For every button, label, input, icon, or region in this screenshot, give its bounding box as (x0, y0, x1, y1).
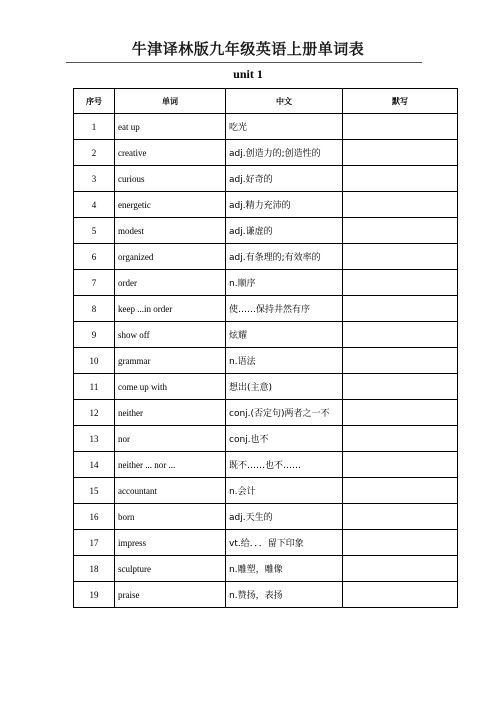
row-number: 11 (74, 374, 115, 400)
row-word: eat up (115, 114, 226, 140)
row-word: impress (115, 530, 226, 556)
row-meaning: n.会计 (226, 478, 343, 504)
row-dictation-blank (343, 374, 458, 400)
row-number: 17 (74, 530, 115, 556)
header-chinese: 中文 (226, 89, 343, 114)
row-number: 15 (74, 478, 115, 504)
row-word: energetic (115, 192, 226, 218)
header-word: 单词 (115, 89, 226, 114)
header-dictation: 默写 (343, 89, 458, 114)
row-meaning: 想出(主意) (226, 374, 343, 400)
table-row (74, 582, 458, 608)
row-number: 7 (74, 270, 115, 296)
row-word: curious (115, 166, 226, 192)
row-word: show off (115, 322, 226, 348)
table-row (74, 530, 458, 556)
unit-heading: unit 1 (233, 67, 263, 81)
row-dictation-blank (343, 166, 458, 192)
row-number: 10 (74, 348, 115, 374)
row-number: 2 (74, 140, 115, 166)
row-meaning: 使……保持井然有序 (226, 296, 343, 322)
table-row (74, 192, 458, 218)
row-dictation-blank (343, 530, 458, 556)
table-row (74, 296, 458, 322)
row-number: 14 (74, 452, 115, 478)
row-dictation-blank (343, 296, 458, 322)
row-word: accountant (115, 478, 226, 504)
table-row (74, 270, 458, 296)
table-row (74, 556, 458, 582)
table-row (74, 114, 458, 140)
row-word: order (115, 270, 226, 296)
row-number: 8 (74, 296, 115, 322)
vocabulary-table (73, 88, 458, 608)
row-dictation-blank (343, 140, 458, 166)
row-dictation-blank (343, 244, 458, 270)
row-number: 12 (74, 400, 115, 426)
row-dictation-blank (343, 322, 458, 348)
row-number: 18 (74, 556, 115, 582)
row-number: 16 (74, 504, 115, 530)
row-number: 19 (74, 582, 115, 608)
row-dictation-blank (343, 582, 458, 608)
table-header-row (74, 89, 458, 114)
row-dictation-blank (343, 270, 458, 296)
row-meaning: 既不……也不…… (226, 452, 343, 478)
row-meaning: adj.好奇的 (226, 166, 343, 192)
table-row (74, 140, 458, 166)
row-number: 6 (74, 244, 115, 270)
row-meaning: adj.精力充沛的 (226, 192, 343, 218)
row-dictation-blank (343, 478, 458, 504)
table-row (74, 244, 458, 270)
row-word: keep ...in order (115, 296, 226, 322)
row-meaning: conj.(否定句)两者之一不 (226, 400, 343, 426)
row-dictation-blank (343, 400, 458, 426)
row-meaning: n.雕塑，雕像 (226, 556, 343, 582)
row-word: come up with (115, 374, 226, 400)
table-row (74, 452, 458, 478)
row-word: organized (115, 244, 226, 270)
row-word: neither ... nor ... (115, 452, 226, 478)
table-row (74, 426, 458, 452)
row-number: 3 (74, 166, 115, 192)
row-number: 5 (74, 218, 115, 244)
table-row (74, 374, 458, 400)
table-row (74, 478, 458, 504)
table-row (74, 166, 458, 192)
row-meaning: adj.谦虚的 (226, 218, 343, 244)
row-dictation-blank (343, 504, 458, 530)
row-dictation-blank (343, 114, 458, 140)
row-word: creative (115, 140, 226, 166)
row-word: sculpture (115, 556, 226, 582)
row-word: praise (115, 582, 226, 608)
row-meaning: 炫耀 (226, 322, 343, 348)
row-meaning: adj.创造力的;创造性的 (226, 140, 343, 166)
row-number: 13 (74, 426, 115, 452)
row-word: modest (115, 218, 226, 244)
row-meaning: n.语法 (226, 348, 343, 374)
row-dictation-blank (343, 452, 458, 478)
title-underline (66, 62, 422, 63)
row-dictation-blank (343, 192, 458, 218)
row-meaning: adj.有条理的;有效率的 (226, 244, 343, 270)
row-number: 4 (74, 192, 115, 218)
row-meaning: vt.给．．．留下印象 (226, 530, 343, 556)
row-word: born (115, 504, 226, 530)
table-row (74, 218, 458, 244)
table-row (74, 504, 458, 530)
row-meaning: n.顺序 (226, 270, 343, 296)
row-meaning: adj.天生的 (226, 504, 343, 530)
row-dictation-blank (343, 348, 458, 374)
row-dictation-blank (343, 556, 458, 582)
row-word: neither (115, 400, 226, 426)
row-dictation-blank (343, 218, 458, 244)
header-number: 序号 (74, 89, 115, 114)
row-word: nor (115, 426, 226, 452)
table-row (74, 400, 458, 426)
row-meaning: conj.也不 (226, 426, 343, 452)
table-row (74, 322, 458, 348)
row-word: grammar (115, 348, 226, 374)
row-dictation-blank (343, 426, 458, 452)
row-number: 9 (74, 322, 115, 348)
row-number: 1 (74, 114, 115, 140)
document-title: 牛津译林版九年级英语上册单词表 (131, 40, 365, 58)
row-meaning: 吃光 (226, 114, 343, 140)
table-row (74, 348, 458, 374)
row-meaning: n.赞扬，表扬 (226, 582, 343, 608)
